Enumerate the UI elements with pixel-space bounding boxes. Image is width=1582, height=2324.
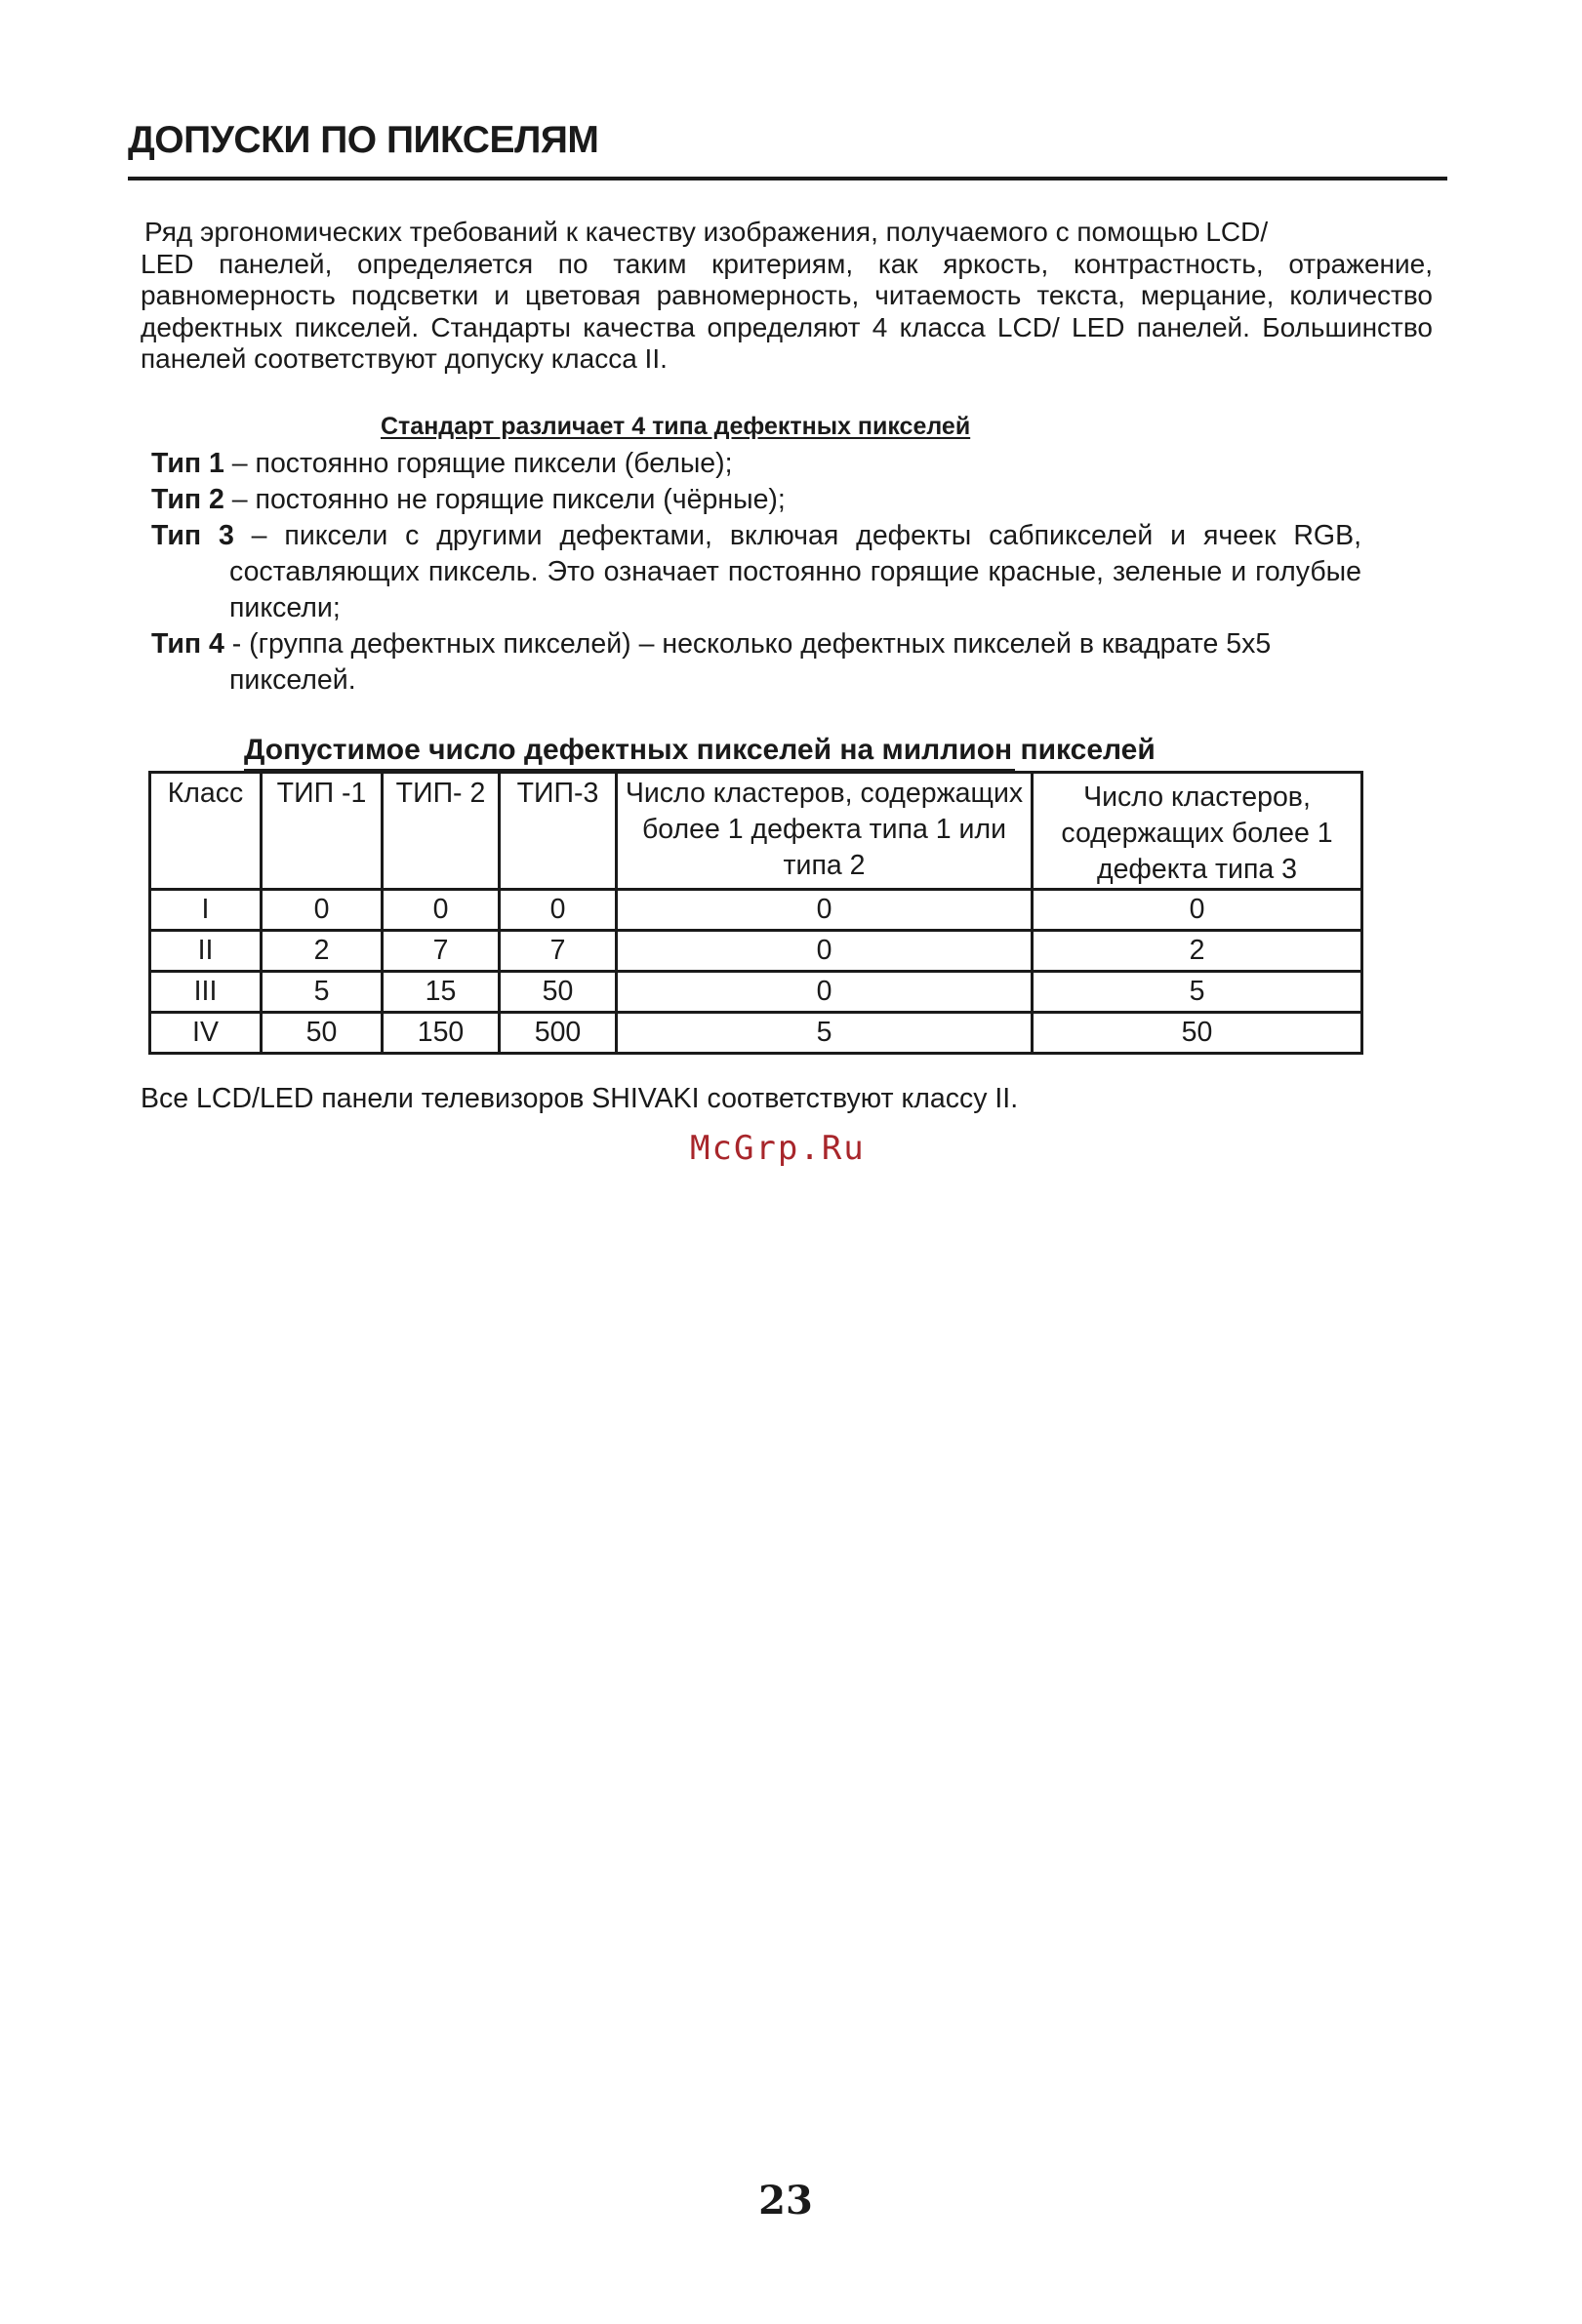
defect-types-list — [151, 446, 1361, 699]
table-cell: 50 — [500, 972, 617, 1013]
table-header-row — [150, 773, 1362, 890]
table-cell: II — [150, 931, 262, 972]
table-cell: 50 — [1033, 1013, 1362, 1054]
table-cell: 5 — [262, 972, 383, 1013]
table-cell: 0 — [262, 890, 383, 931]
table-row — [150, 1013, 1362, 1054]
table-cell: 7 — [383, 931, 500, 972]
defect-pixels-table — [148, 771, 1363, 1055]
table-cell: 0 — [617, 890, 1033, 931]
intro-rest: LED панелей, определяется по таким критериям, как яркость, контрастность, отражение, равномерность подсветки и цветовая равномерность, читаемость текста, мерцание, количество дефектных пикселей. Стандарты качества определяют 4 класса LCD/ LED панелей. Большинство панелей соответствуют допуску класса II. — [141, 248, 1433, 375]
table-cell: 0 — [500, 890, 617, 931]
table-cell: IV — [150, 1013, 262, 1054]
table-cell: 50 — [262, 1013, 383, 1054]
table-cell: 15 — [383, 972, 500, 1013]
defect-type-text: – постоянно не горящие пиксели (чёрные); — [223, 484, 786, 515]
table-cell: 5 — [617, 1013, 1033, 1054]
table-cell: 2 — [1033, 931, 1362, 972]
table-cell: 0 — [383, 890, 500, 931]
watermark: McGrp.Ru — [690, 1129, 866, 1168]
page-number: 23 — [758, 2178, 813, 2224]
table-cell: 7 — [500, 931, 617, 972]
table-cell: 5 — [1033, 972, 1362, 1013]
header-clusters-type-3: Число кластеров, содержащих более 1 дефекта типа 3 — [1033, 773, 1362, 890]
defect-type-label: Тип 4 — [151, 628, 224, 660]
defect-type-item — [151, 518, 1361, 626]
defect-type-item — [151, 626, 1361, 699]
defect-type-label: Тип 3 — [151, 520, 234, 551]
table-row — [150, 890, 1362, 931]
page-title: ДОПУСКИ ПО ПИКСЕЛЯМ — [128, 119, 599, 161]
table-row — [150, 972, 1362, 1013]
header-type-3: ТИП-3 — [500, 773, 617, 890]
table-cell: 0 — [617, 972, 1033, 1013]
table-cell: 0 — [617, 931, 1033, 972]
defect-type-label: Тип 2 — [151, 484, 224, 515]
table-row — [150, 931, 1362, 972]
defect-type-item — [151, 482, 1361, 518]
table-title: Допустимое число дефектных пикселей на миллион пикселей — [244, 734, 1156, 766]
intro-paragraph — [141, 217, 1433, 376]
header-type-2: ТИП- 2 — [383, 773, 500, 890]
table-cell: III — [150, 972, 262, 1013]
header-class: Класс — [150, 773, 262, 890]
header-clusters-type-1-2: Число кластеров, содержащих более 1 дефекта типа 1 или типа 2 — [617, 773, 1033, 890]
title-divider — [128, 177, 1447, 180]
compliance-note: Все LCD/LED панели телевизоров SHIVAKI соответствуют классу II. — [141, 1083, 1019, 1114]
intro-line-1: Ряд эргономических требований к качеству изображения, получаемого с помощью LCD/ — [144, 217, 1269, 247]
defect-type-item — [151, 446, 1361, 482]
defect-type-label: Тип 1 — [151, 448, 224, 479]
defect-type-text: – постоянно горящие пиксели (белые); — [223, 448, 733, 479]
table-cell: I — [150, 890, 262, 931]
table-cell: 500 — [500, 1013, 617, 1054]
defect-types-heading: Стандарт различает 4 типа дефектных пикселей — [381, 413, 971, 440]
table-cell: 0 — [1033, 890, 1362, 931]
defect-type-text: - (группа дефектных пикселей) – несколько дефектных пикселей в квадрате 5х5 пикселей. — [223, 628, 1272, 696]
table-cell: 150 — [383, 1013, 500, 1054]
table-cell: 2 — [262, 931, 383, 972]
header-type-1: ТИП -1 — [262, 773, 383, 890]
defect-type-text: – пиксели с другими дефектами, включая дефекты сабпикселей и ячеек RGB, составляющих пиксель. Это означает постоянно горящие красные, зеленые и голубые пиксели; — [229, 520, 1361, 623]
